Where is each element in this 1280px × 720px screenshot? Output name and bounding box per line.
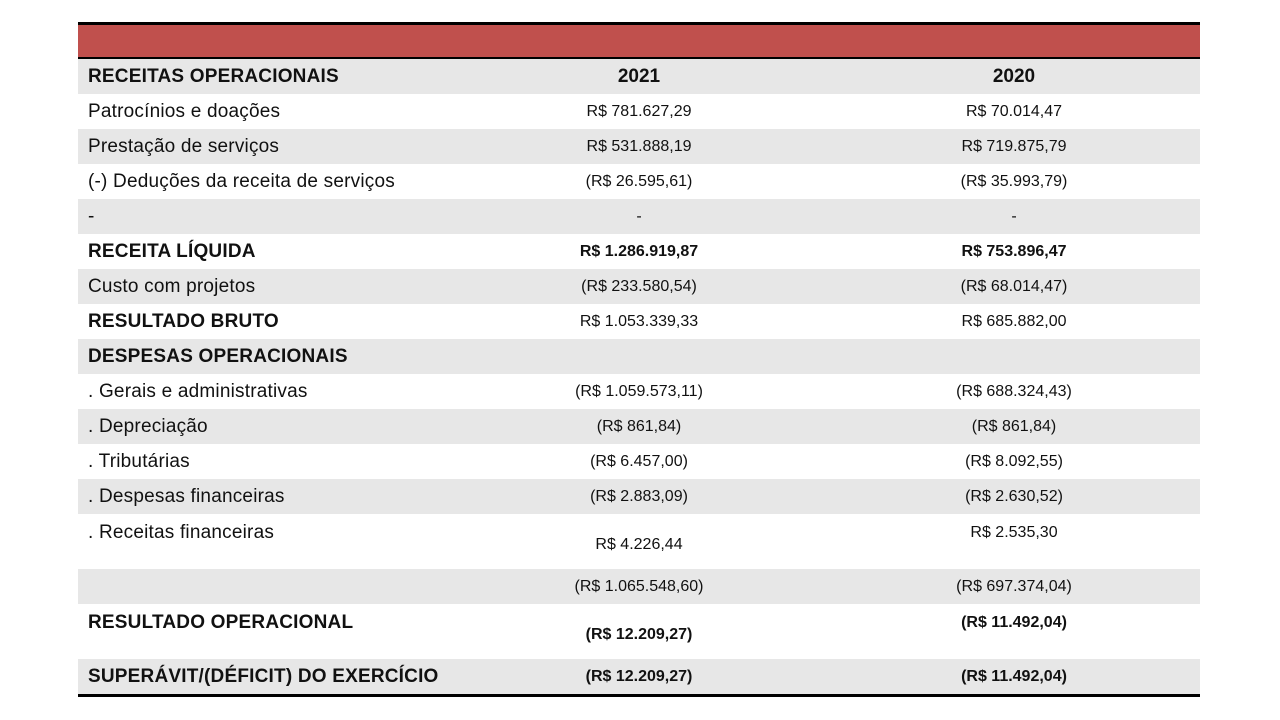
value-2020: R$ 2.535,30 xyxy=(970,524,1058,541)
table-row xyxy=(78,129,1200,164)
table-row-receita-liquida xyxy=(78,234,1200,269)
table-row-subtotal xyxy=(78,569,1200,604)
row-label: . Depreciação xyxy=(88,415,208,437)
row-label: RECEITA LÍQUIDA xyxy=(88,240,256,262)
table-row xyxy=(78,479,1200,514)
value-2021: (R$ 861,84) xyxy=(596,417,682,435)
value-2021: (R$ 1.059.573,11) xyxy=(575,382,703,400)
row-label: - xyxy=(88,205,95,227)
row-label: SUPERÁVIT/(DÉFICIT) DO EXERCÍCIO xyxy=(88,665,439,687)
table-header-band xyxy=(78,25,1200,59)
value-2021: (R$ 6.457,00) xyxy=(590,452,688,470)
table-row xyxy=(78,199,1200,234)
value-2021: (R$ 26.595,61) xyxy=(585,172,693,190)
value-2021: R$ 1.286.919,87 xyxy=(579,242,699,260)
value-2021: R$ 1.053.339,33 xyxy=(579,312,699,330)
row-label: DESPESAS OPERACIONAIS xyxy=(88,345,348,367)
table-row xyxy=(78,444,1200,479)
row-label: Patrocínios e doações xyxy=(88,100,281,122)
value-2020: (R$ 2.630,52) xyxy=(965,487,1063,505)
value-2021: (R$ 12.209,27) xyxy=(585,626,693,643)
table-row-receitas-operacionais xyxy=(78,59,1200,94)
value-2020: R$ 685.882,00 xyxy=(961,312,1067,330)
table-row-resultado-operacional xyxy=(78,604,1200,659)
row-label: Custo com projetos xyxy=(88,275,256,297)
table-row-resultado-bruto xyxy=(78,304,1200,339)
value-2020: (R$ 697.374,04) xyxy=(956,577,1072,595)
value-2021: (R$ 1.065.548,60) xyxy=(574,577,704,595)
row-label: . Tributárias xyxy=(88,450,190,472)
value-2020: R$ 753.896,47 xyxy=(961,242,1067,260)
table-row xyxy=(78,164,1200,199)
row-label: . Receitas financeiras xyxy=(88,522,275,543)
value-2021: (R$ 233.580,54) xyxy=(581,277,697,295)
value-2020: (R$ 11.492,04) xyxy=(961,667,1067,685)
value-2021: R$ 4.226,44 xyxy=(595,536,683,553)
value-2020: (R$ 8.092,55) xyxy=(965,452,1063,470)
value-2020: (R$ 68.014,47) xyxy=(960,277,1068,295)
table-row-superavit xyxy=(78,659,1200,694)
table-row xyxy=(78,514,1200,569)
row-label: (-) Deduções da receita de serviços xyxy=(88,170,395,192)
table-row xyxy=(78,374,1200,409)
value-2020: R$ 70.014,47 xyxy=(965,102,1063,120)
bottom-rule xyxy=(78,694,1200,697)
row-label: RESULTADO OPERACIONAL xyxy=(88,612,354,633)
column-header-2020: 2020 xyxy=(992,65,1036,87)
value-2020: R$ 719.875,79 xyxy=(961,137,1067,155)
table-row xyxy=(78,269,1200,304)
row-label: . Despesas financeiras xyxy=(88,485,285,507)
table-row xyxy=(78,409,1200,444)
row-label: Prestação de serviços xyxy=(88,135,280,157)
value-2021: R$ 531.888,19 xyxy=(586,137,692,155)
row-label: RECEITAS OPERACIONAIS xyxy=(88,65,339,87)
value-2020: (R$ 861,84) xyxy=(971,417,1057,435)
income-statement-table xyxy=(78,22,1200,697)
value-2021: (R$ 2.883,09) xyxy=(590,487,688,505)
value-2021: (R$ 12.209,27) xyxy=(585,667,693,685)
value-2021: R$ 781.627,29 xyxy=(586,102,692,120)
value-2020: (R$ 35.993,79) xyxy=(960,172,1068,190)
row-label: . Gerais e administrativas xyxy=(88,380,308,402)
row-label: RESULTADO BRUTO xyxy=(88,310,279,332)
value-2021: - xyxy=(636,207,642,225)
table-row-despesas-operacionais xyxy=(78,339,1200,374)
value-2020: - xyxy=(1011,207,1017,225)
value-2020: (R$ 688.324,43) xyxy=(956,382,1072,400)
table-row xyxy=(78,94,1200,129)
column-header-2021: 2021 xyxy=(617,65,661,87)
value-2020: (R$ 11.492,04) xyxy=(961,614,1067,631)
